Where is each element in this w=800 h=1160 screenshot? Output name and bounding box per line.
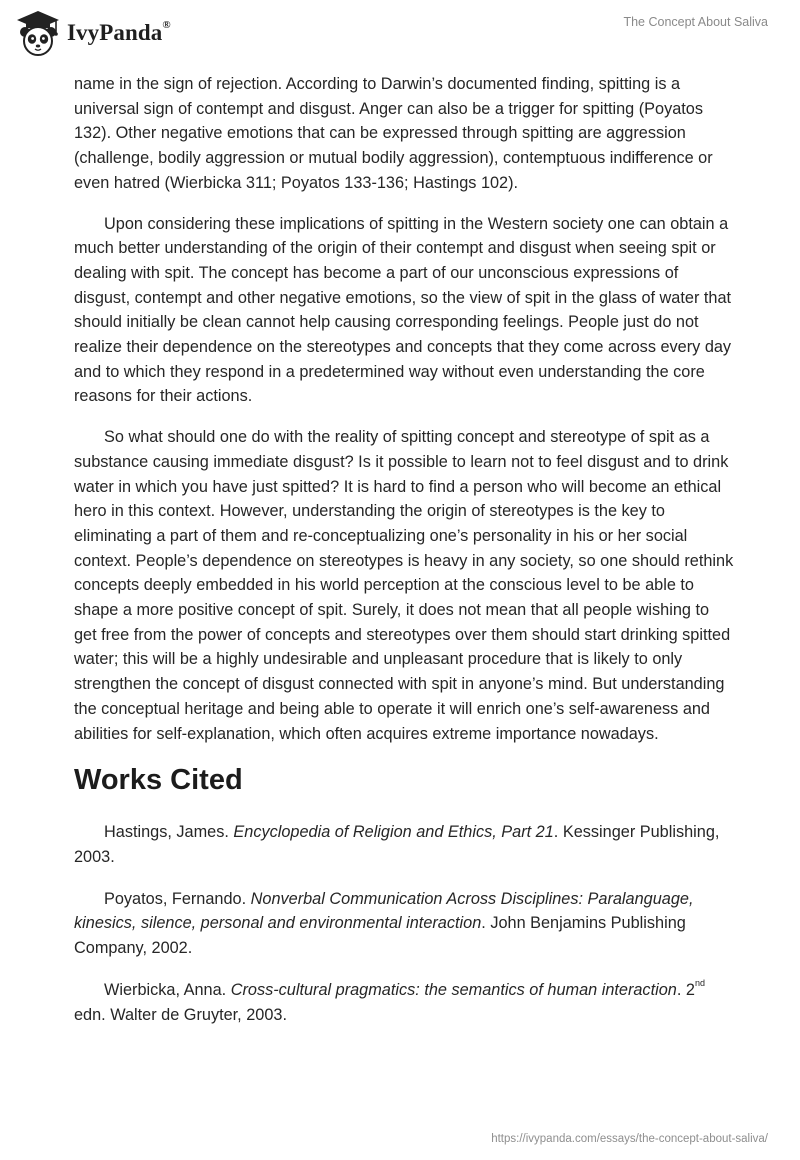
works-cited-heading: Works Cited (74, 764, 243, 797)
page-header (0, 0, 800, 70)
citation-entry: Hastings, James. Encyclopedia of Religion and Ethics, Part 21. Kessinger Publishing, 2003. (74, 823, 720, 866)
citation-entry: Wierbicka, Anna. Cross-cultural pragmatics: the semantics of human interaction. 2nd edn. Walter de Gruyter, 2003. (74, 978, 705, 1024)
citation-entry: Poyatos, Fernando. Nonverbal Communication Across Disciplines: Paralanguage, kinesics, silence, personal and environmental interaction. John Benjamins Publishing Company, 2002. (74, 889, 694, 958)
essay-body (74, 72, 734, 1044)
paragraph: Upon considering these implications of spitting in the Western society one can obtain a much better understanding of the origin of their contempt and disgust when seeing spit or dealing with spit. The concept has become a part of our unconscious expressions of disgust, contempt and other negative emotions, so the view of spit in the glass of water that should initially be clean cannot help causing corresponding feelings. People just do not realize their dependence on the stereotypes and concepts that they come across every day and to which they respond in a predetermined way without even understanding the core reasons for their actions. (74, 214, 732, 406)
brand-name: IvyPanda® (67, 19, 171, 45)
brand-logo[interactable] (14, 9, 171, 57)
source-url-link[interactable]: https://ivypanda.com/essays/the-concept-about-saliva/ (491, 1133, 768, 1145)
panda-graduate-icon (14, 9, 62, 57)
document-title: The Concept About Saliva (623, 15, 768, 29)
paragraph: name in the sign of rejection. According to Darwin’s documented finding, spitting is a universal sign of contempt and disgust. Anger can also be a trigger for spitting (Poyatos 132). Other negative emotions that can be expressed through spitting are aggression (challenge, bodily aggression or mutual bodily aggression), contemptuous indifference or even hatred (Wierbicka 311; Poyatos 133-136; Hastings 102). (74, 75, 713, 192)
paragraph: So what should one do with the reality of spitting concept and stereotype of spit as a substance causing immediate disgust? Is it possible to learn not to feel disgust and to drink water in which you have just spitted? It is hard to find a person who will become an ethical hero in this context. However, understanding the origin of stereotypes is the key to eliminating a part of them and re-conceptualizing one’s personality in his or her social context. People’s dependence on stereotypes is heavy in any society, so one should rethink concepts deeply embedded in his world perception at the conscious level to be able to shape a more positive concept of spit. Surely, it does not mean that all people wishing to get free from the power of concepts and stereotypes over them should start drinking spitted water; this will be a highly undesirable and unpleasant procedure that is likely to only strengthen the concept of disgust connected with spit in anyone’s mind. But understanding the conceptual heritage and being able to operate it will enrich one’s self-awareness and abilities for self-explanation, which often acquires extreme importance nowadays. (74, 428, 734, 743)
